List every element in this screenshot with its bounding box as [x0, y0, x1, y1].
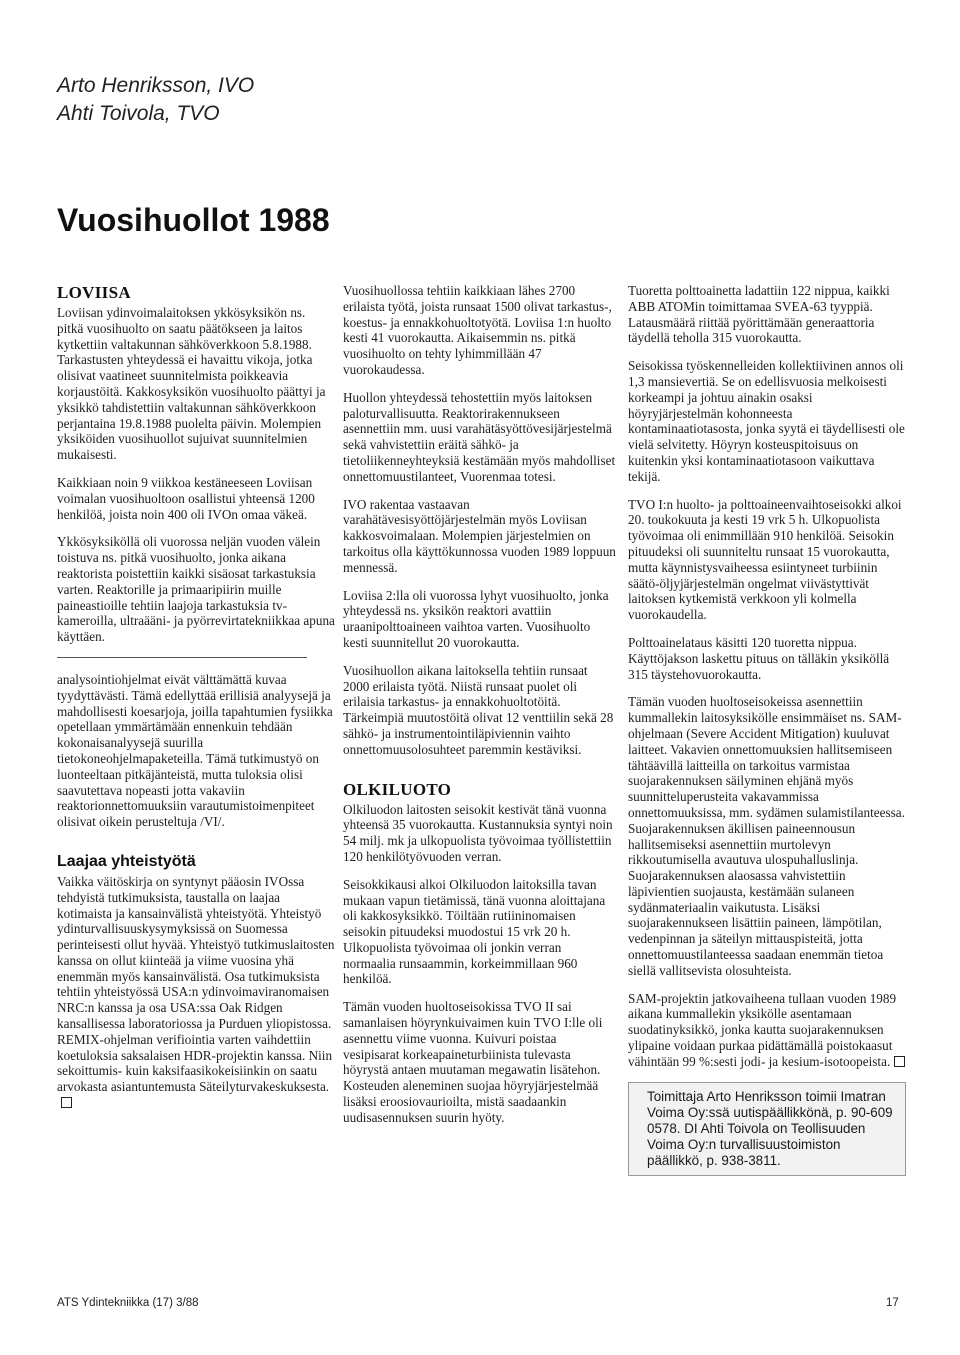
- section-heading-yhteistyo: Laajaa yhteistyötä: [57, 852, 196, 870]
- column-divider: [57, 657, 307, 658]
- column-1: [57, 283, 335, 1123]
- section-heading-loviisa: LOVIISA: [57, 283, 131, 302]
- paragraph: Olkiluodon laitosten seisokit kestivät tänä vuonna yhteensä 35 vuorokautta. Kustannuksia syntyi noin 54 milj. mk ja ulkopuolista työvoimaa työllistettiin 120 henkilötyövuoden verran.: [343, 801, 613, 864]
- page-number: 17: [886, 1297, 899, 1309]
- paragraph: Loviisa 2:lla oli vuorossa lyhyt vuosihuolto, jonka yhteydessä ns. yksikön reaktori avattiin uraanipolttoaineen vaihtoa varten. Vuosihuolto kesti suunnitellut 20 vuorokautta.: [343, 587, 609, 650]
- paragraph-end: [628, 991, 906, 1070]
- author-2: Ahti Toivola, TVO: [57, 102, 220, 125]
- paragraph: Loviisan ydinvoimalaitoksen ykkösyksikön ns. pitkä vuosihuolto on saatu päätökseen ja laitos kytkettiin valtakunnan sähköverkkoon 5.8.1988. Tarkastusten yhteydessä ei havaittu vikoja, jotka olisivat vaatineet suunnitelmista poikkeavia korjaustöitä. Kakkosyksikön vuosihuolto päättyi ja yksikkö tahdistettiin valtakunnan sähköverkkoon perjantaina 19.8.1988 puolelta päivin. Molempien yksiköiden vuosihuollot sujuivat suunnitelmien mukaisesti.: [57, 305, 326, 463]
- paragraph: Ykkösyksiköllä oli vuorossa neljän vuoden välein toistuva ns. pitkä vuosihuolto, jonka aikana reaktorista poistettiin kaikki sisäosat tarkastuksia varten. Reaktorille ja primaaripiirin muille paineastioille tehtiin laajoja tarkastuksia tv-kameroilla, ultraääni- ja pyörrevirtatekniikkaa apuna käyttäen.: [57, 534, 335, 645]
- editor-info-box: Toimittaja Arto Henriksson toimii Imatran Voima Oy:ssä uutispäällikkönä, p. 90-609 0578. DI Ahti Toivola on Teollisuuden Voima Oy:n turvallisuustoimiston päällikkö, p. 938-3811.: [628, 1082, 906, 1176]
- paragraph: Vuosihuollon aikana laitoksella tehtiin runsaat 2000 erilaista työtä. Niistä runsaat puolet oli erilaisia tarkastus- ja ennakkohuoltotöitä. Tärkeimpiä muutostöitä olivat 12 venttiilin sekä 28 sähkö- ja instrumentointiläpiviennin vaihto onnettomuusolosuhteet paremmin kestäviksi.: [343, 662, 614, 757]
- paragraph-end: [57, 874, 335, 1111]
- paragraph: Huollon yhteydessä tehostettiin myös laitoksen paloturvallisuutta. Reaktorirakennukseen asennettiin mm. uusi varahätäsyöttövesijärjestelmä sekä vahvistettiin eräitä sähkö- ja tietoliikenneyhteyksiä kestämään myös mahdolliset onnettomuustilanteet, Vuorenmaa totesi.: [343, 389, 616, 484]
- author-byline: [57, 72, 557, 128]
- footer-publication: ATS Ydintekniikka (17) 3/88: [57, 1297, 199, 1309]
- end-of-article-mark: [61, 1097, 72, 1108]
- paragraph: analysointiohjelmat eivät välttämättä kuvaa tyydyttävästi. Tämä edellyttää erillisiä analyysejä ja mahdollisesti koesarjoja, joilla tapahtumien fysiikka opetellaan ymmärtämään ennenkuin tehdään kokonaisanalyysejä suurilla tietokoneohjelmapaketeilla. Tämä tutkimustyö on luonteeltaan pitkäjänteistä, mutta tuloksia olisi saavutettava nopeasti jotta vakaviin reaktorionnettomuuksiin varautumistoimenpiteet olisivat oikein perusteltuja /VI/.: [57, 671, 333, 830]
- paragraph: Tämän vuoden huoltoseisokissa TVO II sai samanlaisen höyrynkuivaimen kuin TVO I:lle oli asennettu viime vuonna. Kuivuri poistaa vesipisarat korkeapaineturbiinista tulevasta höyrystä antaen muutaman megawatin lisätehon. Kosteuden aleneminen suojaa höyryjärjestelmää lisäksi eroosiovaurioilta, mistä saadaankin uudisasennuksen suurin hyöty.: [343, 999, 603, 1125]
- section-heading-olkiluoto: OLKILUOTO: [343, 779, 452, 799]
- paragraph: Seisokissa työskennelleiden kollektiivinen annos oli 1,3 mansievertiä. Se on edellisvuosia melkoisesti korkeampi ja johtuu ainakin osaksi höyryjärjestelmän kohonneesta kontaminaatiotasosta, jonka syytä ei täydellisesti ole vielä selvitetty. Höyryn kosteuspitoisuus on kuitenkin yksi kontaminaatiotasoon vaikuttava tekijä.: [628, 358, 905, 484]
- article-title: Vuosihuollot 1988: [57, 202, 330, 238]
- column-3: [628, 283, 906, 1176]
- paragraph: IVO rakentaa vastaavan varahätävesisyöttöjärjestelmän myös Loviisan kakkosvoimalaan. Molempien järjestelmien on tarkoitus olla käyttökunnossa vuoden 1989 loppuun mennessä.: [343, 496, 616, 575]
- paragraph: Vuosihuollossa tehtiin kaikkiaan lähes 2700 erilaista työtä, joista runsaat 1500 olivat tarkastus-, koestus- ja ennakkohuoltotyötä. Loviisa 1:n huolto kesti 41 vuorokautta. Aikaisemmin ns. pitkä vuosihuolto on tehty lyhimmillään 47 vuorokaudessa.: [343, 283, 612, 377]
- paragraph: Kaikkiaan noin 9 viikkoa kestäneeseen Loviisan voimalan vuosihuoltoon osallistui yhteensä 1200 henkilöä, joista noin 400 oli IVOn omaa väkeä.: [57, 474, 315, 522]
- column-2: [343, 283, 616, 1138]
- paragraph: Polttoainelataus käsitti 120 tuoretta nippua. Käyttöjakson laskettu pituus on tälläkin yksiköllä 315 täystehovuorokautta.: [628, 634, 890, 682]
- paragraph: Seisokkikausi alkoi Olkiluodon laitoksilla tavan mukaan vapun tietämissä, tänä vuonna aloittajana oli kakkosyksikkö. Töiltään rutiininomaisen seisokin pituudeksi muodostui 15 vrk 20 h. Ulkopuolista työvoimaa oli jonkin verran normaalia runsaammin, korkeimmillaan 960 henkilöä.: [343, 876, 606, 987]
- paragraph: TVO I:n huolto- ja polttoaineenvaihtoseisokki alkoi 20. toukokuuta ja kesti 19 vrk 5 h. Ulkopuolista työvoimaa oli enimmillään 910 henkilöä. Seisokin pituudeksi oli suunniteltu runsaat 15 vuorokautta, mutta käynnistysvaiheessa esiintyneet turbiinin säätö-öljyjärjestelmän ongelmat viivästyttivät laitoksen kytkemistä verkkoon yli kolmella vuorokaudella.: [628, 496, 902, 623]
- paragraph: Tämän vuoden huoltoseisokeissa asennettiin kummallekin laitosyksikölle ensimmäiset ns. SAM-ohjelmaan (Severe Accident Mitigation) kuuluvat laitteet. Vakavien onnettomuuksien hallitsemiseen tähtäävillä laitteilla on tarkoitus varmistaa suojarakennuksen säilyminen ehjänä myös suunnitteluperusteita vakavammissa onnettomuuksissa, mm. sydämen sulamistilanteessa. Suojarakennuksen äkillisen paineennousun hallitsemiseksi asennettiin murtolevyn rikkoutumisella avautuva ulospuhalluslinja. Suojarakennuksen alaosassa vahvistettiin läpivientien suojausta, kestämään sulaneen sydänmateriaalin vaikutusta. Lisäksi suojarakennukseen lisättiin paineen, lämpötilan, vedenpinnan ja säteilyn mittauspisteitä, jotta onnettomuustilanteessa saadaan enemmän tietoa siellä vallitsevista olosuhteista.: [628, 694, 905, 978]
- paragraph-text: Vaikka väitöskirja on syntynyt pääosin IVOssa tehdyistä tutkimuksista, taustalla on laajaa kotimaista ja kansainvälistä yhteistyötä. Yhteistyö ydinturvallisuuskysymyksissä on Suomessa perinteisesti ollut hyvää. Yhteistyö tutkimuslaitosten kanssa on ollut kiinteää ja viime vuosina yhä enemmän myös kansainvälistä. Osa tutkimuksista tehtiin yhteistyössä USA:n ydinvoimaviranomaisen NRC:n kanssa ja osa USA:ssa Oak Ridgen kansallisessa laboratoriossa ja Purduen yliopistossa. REMIX-ohjelman verifiointia varten vaihdettiin koetuloksia saksalaisen HDR-projektin kanssa. Niin sekoittumis- kuin kaksifaasikokeisiinkin on saatu arvokasta asiantuntemusta Säteilyturvakeskuksesta.: [57, 873, 335, 1095]
- paragraph-text: SAM-projektin jatkovaiheena tullaan vuoden 1989 aikana kummallekin yksikölle asentamaan suodatinyksikkö, jonka kautta suojarakennuksen ylipaine voidaan purkaa pidättämällä poistokaasut vähintään 99 %:sesti jodi- ja kesium-isotoopeista.: [628, 990, 897, 1069]
- author-1: Arto Henriksson, IVO: [57, 74, 255, 97]
- paragraph: Tuoretta polttoainetta ladattiin 122 nippua, kaikki ABB ATOMin toimittamaa SVEA-63 tyyppiä. Latausmäärä riittää pyörittämään generaattoria täydellä teholla 315 vuorokautta.: [628, 283, 890, 346]
- end-of-article-mark: [894, 1056, 905, 1067]
